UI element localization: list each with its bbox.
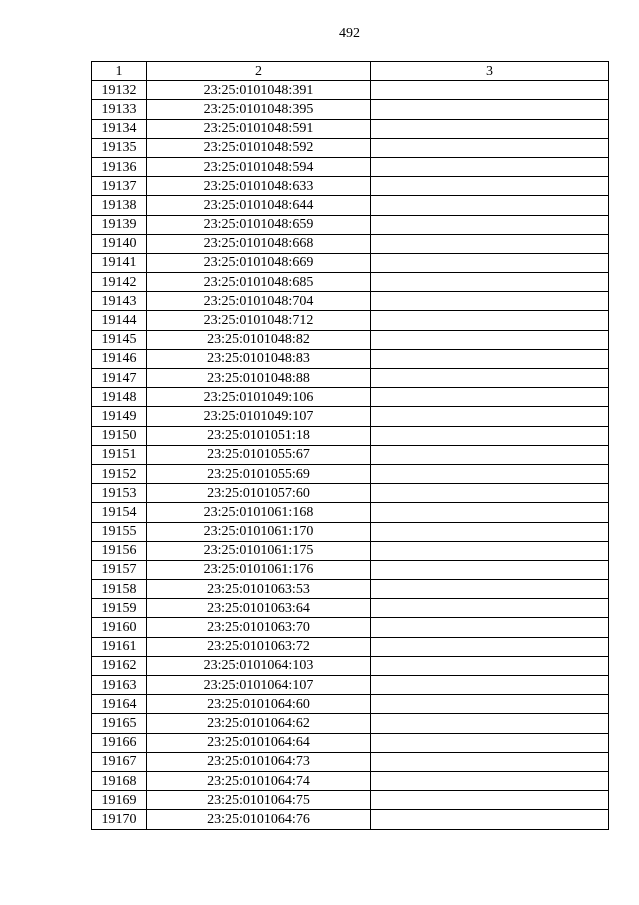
table-row [92, 253, 609, 272]
table-row [92, 311, 609, 330]
table-row [92, 791, 609, 810]
cadastral-number-cell: 23:25:0101055:69 [147, 464, 371, 483]
note-cell [371, 253, 609, 272]
cadastral-number-cell: 23:25:0101048:704 [147, 292, 371, 311]
note-cell [371, 100, 609, 119]
cadastral-number-cell: 23:25:0101064:74 [147, 771, 371, 790]
table-row [92, 196, 609, 215]
cadastral-number-cell: 23:25:0101064:60 [147, 695, 371, 714]
cadastral-number-cell: 23:25:0101048:594 [147, 157, 371, 176]
cadastral-number-cell: 23:25:0101048:659 [147, 215, 371, 234]
cadastral-number-cell: 23:25:0101063:53 [147, 580, 371, 599]
row-number-cell: 19165 [92, 714, 147, 733]
cadastral-number-cell: 23:25:0101048:712 [147, 311, 371, 330]
row-number-cell: 19140 [92, 234, 147, 253]
table-row [92, 138, 609, 157]
cadastral-number-cell: 23:25:0101061:176 [147, 560, 371, 579]
note-cell [371, 752, 609, 771]
note-cell [371, 791, 609, 810]
cadastral-number-cell: 23:25:0101048:82 [147, 330, 371, 349]
table-row [92, 464, 609, 483]
cadastral-number-cell: 23:25:0101063:64 [147, 599, 371, 618]
row-number-cell: 19139 [92, 215, 147, 234]
table-row [92, 656, 609, 675]
table-row [92, 541, 609, 560]
table-row [92, 215, 609, 234]
row-number-cell: 19163 [92, 676, 147, 695]
note-cell [371, 177, 609, 196]
row-number-cell: 19155 [92, 522, 147, 541]
note-cell [371, 215, 609, 234]
note-cell [371, 599, 609, 618]
row-number-cell: 19143 [92, 292, 147, 311]
cadastral-number-cell: 23:25:0101048:668 [147, 234, 371, 253]
cadastral-number-cell: 23:25:0101064:62 [147, 714, 371, 733]
row-number-cell: 19145 [92, 330, 147, 349]
note-cell [371, 541, 609, 560]
table-row [92, 618, 609, 637]
table-row [92, 714, 609, 733]
note-cell [371, 656, 609, 675]
note-cell [371, 311, 609, 330]
cadastral-number-cell: 23:25:0101064:107 [147, 676, 371, 695]
cadastral-number-cell: 23:25:0101064:64 [147, 733, 371, 752]
table-header-row [92, 62, 609, 81]
note-cell [371, 119, 609, 138]
cadastral-number-cell: 23:25:0101048:633 [147, 177, 371, 196]
cadastral-number-cell: 23:25:0101048:591 [147, 119, 371, 138]
table-row [92, 560, 609, 579]
table-row [92, 234, 609, 253]
note-cell [371, 81, 609, 100]
cadastral-number-cell: 23:25:0101064:76 [147, 810, 371, 829]
row-number-cell: 19160 [92, 618, 147, 637]
table-body [92, 81, 609, 829]
note-cell [371, 234, 609, 253]
table-row [92, 119, 609, 138]
cadastral-number-cell: 23:25:0101063:72 [147, 637, 371, 656]
cadastral-number-cell: 23:25:0101061:175 [147, 541, 371, 560]
row-number-cell: 19156 [92, 541, 147, 560]
row-number-cell: 19132 [92, 81, 147, 100]
cadastral-number-cell: 23:25:0101049:107 [147, 407, 371, 426]
column-header-2: 2 [147, 62, 371, 81]
note-cell [371, 560, 609, 579]
column-header-1: 1 [92, 62, 147, 81]
cadastral-number-cell: 23:25:0101063:70 [147, 618, 371, 637]
row-number-cell: 19161 [92, 637, 147, 656]
row-number-cell: 19154 [92, 503, 147, 522]
row-number-cell: 19135 [92, 138, 147, 157]
cadastral-number-cell: 23:25:0101055:67 [147, 445, 371, 464]
note-cell [371, 484, 609, 503]
row-number-cell: 19149 [92, 407, 147, 426]
row-number-cell: 19133 [92, 100, 147, 119]
page-number: 492 [339, 26, 360, 41]
row-number-cell: 19162 [92, 656, 147, 675]
row-number-cell: 19164 [92, 695, 147, 714]
note-cell [371, 580, 609, 599]
row-number-cell: 19151 [92, 445, 147, 464]
note-cell [371, 273, 609, 292]
note-cell [371, 196, 609, 215]
row-number-cell: 19142 [92, 273, 147, 292]
cadastral-number-cell: 23:25:0101048:644 [147, 196, 371, 215]
cadastral-number-cell: 23:25:0101048:83 [147, 349, 371, 368]
cadastral-number-cell: 23:25:0101049:106 [147, 388, 371, 407]
table-row [92, 599, 609, 618]
table-row [92, 407, 609, 426]
note-cell [371, 369, 609, 388]
cadastral-number-cell: 23:25:0101048:88 [147, 369, 371, 388]
row-number-cell: 19134 [92, 119, 147, 138]
cadastral-number-cell: 23:25:0101048:395 [147, 100, 371, 119]
table-row [92, 177, 609, 196]
table-row [92, 503, 609, 522]
table-row [92, 157, 609, 176]
table-row [92, 733, 609, 752]
table-row [92, 369, 609, 388]
note-cell [371, 330, 609, 349]
row-number-cell: 19138 [92, 196, 147, 215]
row-number-cell: 19166 [92, 733, 147, 752]
note-cell [371, 157, 609, 176]
note-cell [371, 637, 609, 656]
cadastral-number-cell: 23:25:0101048:685 [147, 273, 371, 292]
note-cell [371, 714, 609, 733]
row-number-cell: 19159 [92, 599, 147, 618]
table-row [92, 81, 609, 100]
table-row [92, 637, 609, 656]
row-number-cell: 19168 [92, 771, 147, 790]
note-cell [371, 522, 609, 541]
table-row [92, 330, 609, 349]
table-row [92, 522, 609, 541]
table-row [92, 752, 609, 771]
table-row [92, 484, 609, 503]
row-number-cell: 19153 [92, 484, 147, 503]
note-cell [371, 292, 609, 311]
note-cell [371, 426, 609, 445]
row-number-cell: 19147 [92, 369, 147, 388]
column-header-3: 3 [371, 62, 609, 81]
note-cell [371, 618, 609, 637]
row-number-cell: 19150 [92, 426, 147, 445]
cadastral-table [91, 61, 609, 830]
note-cell [371, 388, 609, 407]
table-row [92, 771, 609, 790]
cadastral-number-cell: 23:25:0101048:391 [147, 81, 371, 100]
note-cell [371, 464, 609, 483]
cadastral-number-cell: 23:25:0101064:73 [147, 752, 371, 771]
table-row [92, 676, 609, 695]
note-cell [371, 676, 609, 695]
note-cell [371, 771, 609, 790]
table-row [92, 445, 609, 464]
table-row [92, 349, 609, 368]
cadastral-number-cell: 23:25:0101048:592 [147, 138, 371, 157]
row-number-cell: 19169 [92, 791, 147, 810]
row-number-cell: 19141 [92, 253, 147, 272]
cadastral-number-cell: 23:25:0101061:168 [147, 503, 371, 522]
row-number-cell: 19170 [92, 810, 147, 829]
note-cell [371, 503, 609, 522]
table-row [92, 388, 609, 407]
row-number-cell: 19152 [92, 464, 147, 483]
note-cell [371, 733, 609, 752]
note-cell [371, 349, 609, 368]
row-number-cell: 19167 [92, 752, 147, 771]
cadastral-number-cell: 23:25:0101064:75 [147, 791, 371, 810]
row-number-cell: 19146 [92, 349, 147, 368]
note-cell [371, 445, 609, 464]
table-row [92, 273, 609, 292]
note-cell [371, 695, 609, 714]
table-row [92, 810, 609, 829]
table-row [92, 695, 609, 714]
row-number-cell: 19158 [92, 580, 147, 599]
note-cell [371, 810, 609, 829]
cadastral-number-cell: 23:25:0101051:18 [147, 426, 371, 445]
table-row [92, 580, 609, 599]
row-number-cell: 19157 [92, 560, 147, 579]
note-cell [371, 138, 609, 157]
cadastral-number-cell: 23:25:0101048:669 [147, 253, 371, 272]
row-number-cell: 19144 [92, 311, 147, 330]
table-row [92, 426, 609, 445]
cadastral-number-cell: 23:25:0101064:103 [147, 656, 371, 675]
table-row [92, 100, 609, 119]
row-number-cell: 19137 [92, 177, 147, 196]
note-cell [371, 407, 609, 426]
table-row [92, 292, 609, 311]
cadastral-number-cell: 23:25:0101061:170 [147, 522, 371, 541]
cadastral-number-cell: 23:25:0101057:60 [147, 484, 371, 503]
row-number-cell: 19148 [92, 388, 147, 407]
row-number-cell: 19136 [92, 157, 147, 176]
